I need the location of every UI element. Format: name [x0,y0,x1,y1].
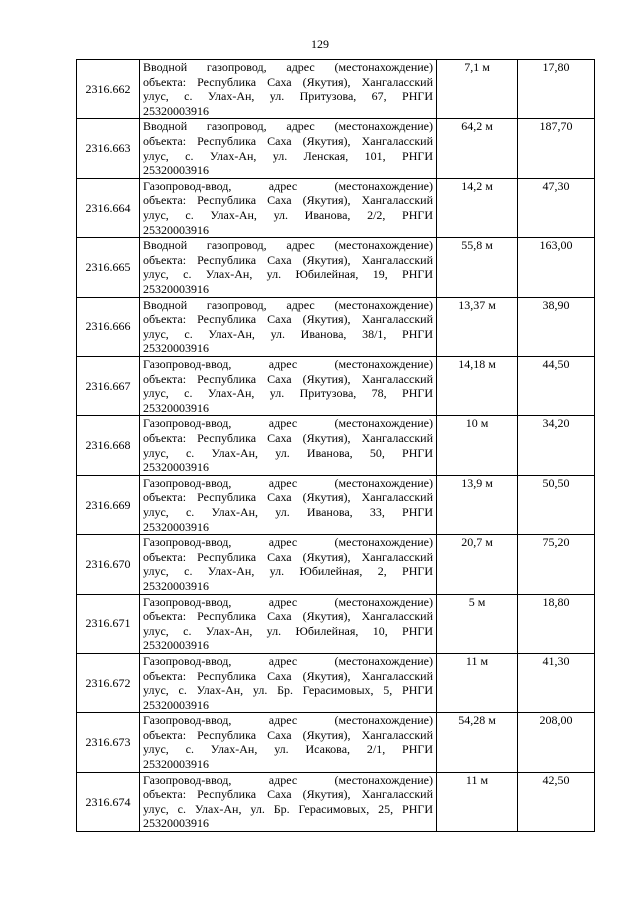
object-description [140,772,437,831]
description-line: объекта: Республика Саха (Якутия), Хангаласский [143,727,433,742]
object-cost: 47,30 [518,178,595,237]
description-line: 25320003916 [143,757,209,772]
object-description [140,594,437,653]
description-line: 25320003916 [143,816,209,831]
registry-number: 2316.662 [77,60,140,119]
registry-number: 2316.668 [77,416,140,475]
table-row [77,178,595,237]
description-line: объекта: Республика Саха (Якутия), Хангаласский [143,371,433,386]
description-line: Вводной газопровод, адрес (местонахождение) [143,60,433,74]
description-line: улус, с. Улах-Ан, ул. Ленская, 101, РНГИ [143,148,433,163]
object-cost: 208,00 [518,713,595,772]
description-line: улус, с. Улах-Ан, ул. Юбилейная, 19, РНГИ [143,267,433,282]
table-row [77,416,595,475]
object-cost: 38,90 [518,297,595,356]
description-line: объекта: Республика Саха (Якутия), Хангаласский [143,252,433,267]
description-line: улус, с. Улах-Ан, ул. Иванова, 38/1, РНГИ [143,326,433,341]
page-number: 129 [311,37,329,51]
description-line: Газопровод-ввод, адрес (местонахождение) [143,535,433,550]
pipeline-length: 5 м [437,594,518,653]
object-description [140,60,437,119]
description-line: Газопровод-ввод, адрес (местонахождение) [143,356,433,371]
object-description [140,713,437,772]
pipeline-length: 55,8 м [437,238,518,297]
object-description [140,119,437,178]
table-row [77,713,595,772]
pipeline-length: 64,2 м [437,119,518,178]
description-line: улус, с. Улах-Ан, ул. Притузова, 67, РНГИ [143,89,433,104]
description-line: объекта: Республика Саха (Якутия), Хангаласский [143,193,433,208]
description-line: улус, с. Улах-Ан, ул. Притузова, 78, РНГИ [143,386,433,401]
object-description [140,475,437,534]
description-line: 25320003916 [143,222,209,237]
description-line: Вводной газопровод, адрес (местонахождение) [143,297,433,312]
description-line: объекта: Республика Саха (Якутия), Хангаласский [143,430,433,445]
description-line: 25320003916 [143,578,209,593]
description-line: 25320003916 [143,638,209,653]
description-line: улус, с. Улах-Ан, ул. Иванова, 2/2, РНГИ [143,207,433,222]
object-cost: 41,30 [518,653,595,712]
object-cost: 42,50 [518,772,595,831]
description-line: объекта: Республика Саха (Якутия), Хангаласский [143,787,433,802]
description-line: улус, с. Улах-Ан, ул. Бр. Герасимовых, 25, РНГИ [143,801,433,816]
description-line: улус, с. Улах-Ан, ул. Иванова, 50, РНГИ [143,445,433,460]
object-description [140,178,437,237]
table-row [77,119,595,178]
registry-body [77,60,595,832]
table-row [77,535,595,594]
description-line: объекта: Республика Саха (Якутия), Хангаласский [143,490,433,505]
description-line: объекта: Республика Саха (Якутия), Хангаласский [143,74,433,89]
object-description [140,297,437,356]
description-line: улус, с. Улах-Ан, ул. Бр. Герасимовых, 5, РНГИ [143,683,433,698]
description-line: объекта: Республика Саха (Якутия), Хангаласский [143,668,433,683]
table-row [77,475,595,534]
description-line: улус, с. Улах-Ан, ул. Юбилейная, 2, РНГИ [143,564,433,579]
table-row [77,297,595,356]
pipeline-length: 11 м [437,653,518,712]
description-line: 25320003916 [143,519,209,534]
registry-number: 2316.673 [77,713,140,772]
description-line: Газопровод-ввод, адрес (местонахождение) [143,594,433,609]
table-row [77,594,595,653]
pipeline-length: 54,28 м [437,713,518,772]
description-line: Газопровод-ввод, адрес (местонахождение) [143,178,433,193]
pipeline-length: 13,9 м [437,475,518,534]
object-cost: 163,00 [518,238,595,297]
object-cost: 75,20 [518,535,595,594]
description-line: Вводной газопровод, адрес (местонахождение) [143,238,433,253]
registry-table [76,59,595,832]
table-row [77,772,595,831]
object-description [140,416,437,475]
description-line: 25320003916 [143,103,209,118]
table-row [77,238,595,297]
description-line: 25320003916 [143,163,209,178]
description-line: Газопровод-ввод, адрес (местонахождение) [143,475,433,490]
registry-number: 2316.671 [77,594,140,653]
description-line: объекта: Республика Саха (Якутия), Хангаласский [143,312,433,327]
object-cost: 187,70 [518,119,595,178]
description-line: 25320003916 [143,341,209,356]
description-line: 25320003916 [143,281,209,296]
description-line: объекта: Республика Саха (Якутия), Хангаласский [143,133,433,148]
pipeline-length: 7,1 м [437,60,518,119]
registry-number: 2316.669 [77,475,140,534]
description-line: 25320003916 [143,697,209,712]
description-line: улус, с. Улах-Ан, ул. Юбилейная, 10, РНГИ [143,623,433,638]
object-cost: 18,80 [518,594,595,653]
description-line: объекта: Республика Саха (Якутия), Хангаласский [143,549,433,564]
pipeline-length: 11 м [437,772,518,831]
object-description [140,535,437,594]
object-description [140,238,437,297]
description-line: 25320003916 [143,400,209,415]
description-line: Газопровод-ввод, адрес (местонахождение) [143,713,433,728]
registry-number: 2316.667 [77,356,140,415]
description-line: объекта: Республика Саха (Якутия), Хангаласский [143,609,433,624]
object-cost: 44,50 [518,356,595,415]
object-description [140,356,437,415]
table-row [77,356,595,415]
object-cost: 50,50 [518,475,595,534]
pipeline-length: 14,18 м [437,356,518,415]
registry-number: 2316.666 [77,297,140,356]
table-row [77,60,595,119]
description-line: Вводной газопровод, адрес (местонахождение) [143,119,433,134]
description-line: Газопровод-ввод, адрес (местонахождение) [143,653,433,668]
table-row [77,653,595,712]
object-description [140,653,437,712]
object-cost: 17,80 [518,60,595,119]
registry-number: 2316.672 [77,653,140,712]
pipeline-length: 13,37 м [437,297,518,356]
description-line: улус, с. Улах-Ан, ул. Исакова, 2/1, РНГИ [143,742,433,757]
description-line: Газопровод-ввод, адрес (местонахождение) [143,772,433,787]
pipeline-length: 10 м [437,416,518,475]
registry-number: 2316.674 [77,772,140,831]
registry-number: 2316.664 [77,178,140,237]
pipeline-length: 20,7 м [437,535,518,594]
registry-number: 2316.670 [77,535,140,594]
registry-number: 2316.663 [77,119,140,178]
object-cost: 34,20 [518,416,595,475]
description-line: Газопровод-ввод, адрес (местонахождение) [143,416,433,431]
registry-number: 2316.665 [77,238,140,297]
description-line: улус, с. Улах-Ан, ул. Иванова, 33, РНГИ [143,504,433,519]
pipeline-length: 14,2 м [437,178,518,237]
description-line: 25320003916 [143,460,209,475]
